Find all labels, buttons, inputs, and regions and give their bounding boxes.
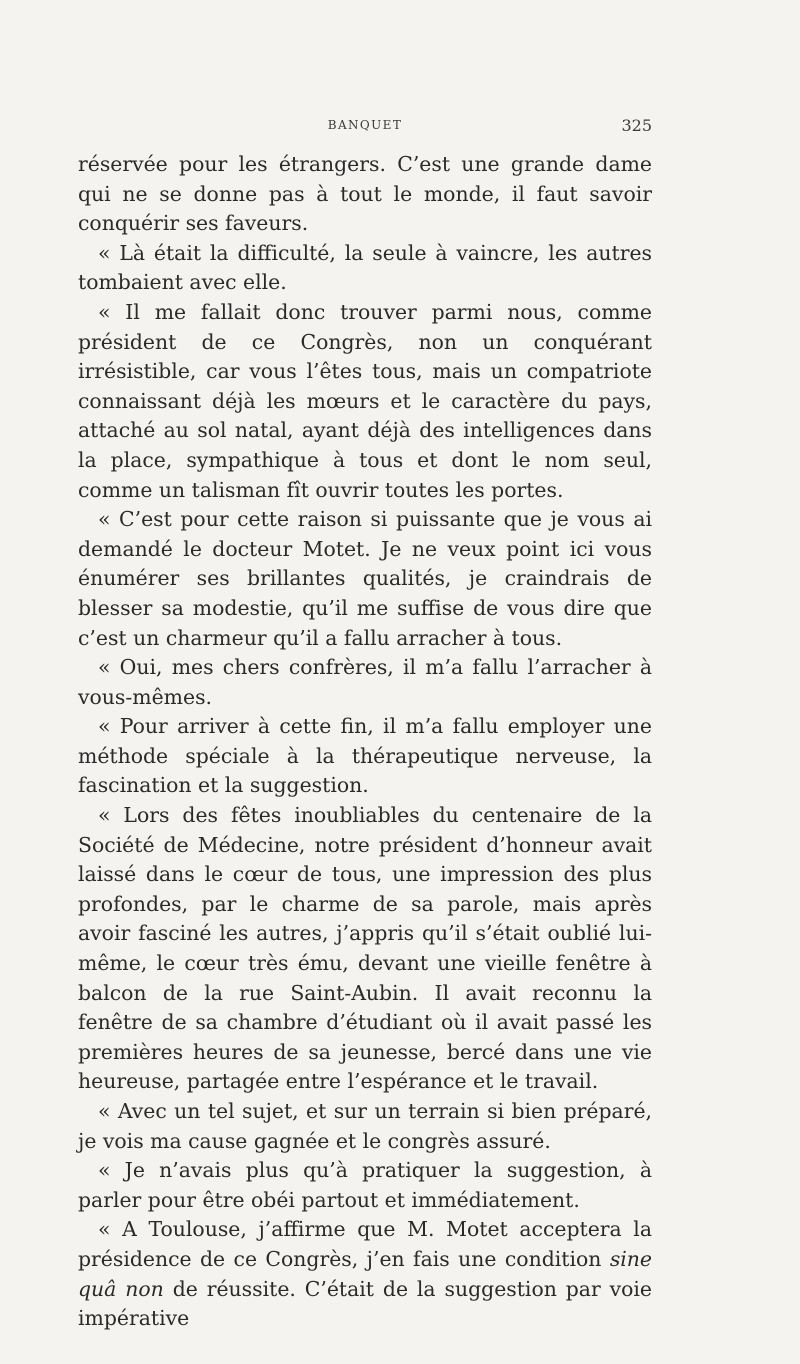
last-paragraph bbox=[78, 1215, 652, 1333]
page-number: 325 bbox=[621, 116, 652, 135]
paragraph: réservée pour les étrangers. C’est une grande dame qui ne se donne pas à tout le monde, il faut savoir conquérir ses faveurs. bbox=[78, 152, 652, 236]
last-paragraph-end: de réussite. C’était de la suggestion par voie impérative bbox=[78, 1276, 652, 1331]
latin-phrase: sine quâ non bbox=[78, 1246, 652, 1301]
paragraph: « Là était la difficulté, la seule à vaincre, les autres tombaient avec elle. bbox=[78, 240, 652, 295]
body-text bbox=[78, 150, 652, 1334]
paragraph: « Je n’avais plus qu’à pratiquer la suggestion, à parler pour être obéi partout et immédiatement. bbox=[78, 1158, 652, 1212]
paragraph: « Lors des fêtes inoubliables du centenaire de la Société de Médecine, notre président d’honneur avait laissé dans le cœur de tous, une impression des plus profondes, par le charme de sa parole, mais après avoir fasciné les autres, j’appris qu’il s’était oublié lui-même, le cœur très ému, devant une vieille fenêtre à balcon de la rue Saint-Aubin. Il avait reconnu la fenêtre de sa chambre d’étudiant où il avait passé les premières heures de sa jeunesse, bercé dans une vie heureuse, partagée entre l’espérance et le travail. bbox=[78, 803, 652, 1094]
last-paragraph-start: « A Toulouse, j’affirme que M. Motet acceptera la présidence de ce Congrès, j’en fais une condition bbox=[78, 1217, 652, 1271]
running-head-title: BANQUET bbox=[327, 118, 403, 132]
paragraph: « Il me fallait donc trouver parmi nous, comme président de ce Congrès, non un conquérant irrésistible, car vous l’êtes tous, mais un compatriote connaissant déjà les mœurs et le caractère du pays, attaché au sol natal, ayant déjà des intelligences dans la place, sympathique à tous et dont le nom seul, comme un talisman fît ouvrir toutes les portes. bbox=[78, 299, 652, 502]
paragraph: « Oui, mes chers confrères, il m’a fallu l’arracher à vous-mêmes. bbox=[78, 655, 652, 709]
paragraph: « Avec un tel sujet, et sur un terrain si bien préparé, je vois ma cause gagnée et le congrès assuré. bbox=[78, 1099, 652, 1153]
running-head bbox=[78, 118, 652, 138]
paragraph: « C’est pour cette raison si puissante que je vous ai demandé le docteur Motet. Je ne veux point ici vous énumérer ses brillantes qualités, je craindrais de blesser sa modestie, qu’il me suffise de vous dire que c’est un charmeur qu’il a fallu arracher à tous. bbox=[78, 507, 652, 650]
paragraph: « Pour arriver à cette fin, il m’a fallu employer une méthode spéciale à la thérapeutique nerveuse, la fascination et la suggestion. bbox=[78, 714, 652, 798]
